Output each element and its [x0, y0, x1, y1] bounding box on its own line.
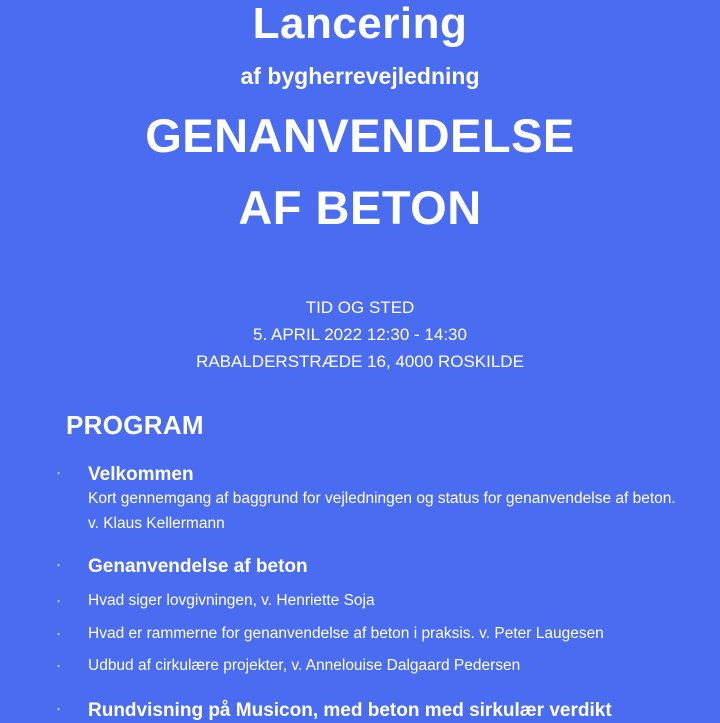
program-item-line: Kort gennemgang af baggrund for vejledningen og status for genanvendelse af beton. [88, 490, 676, 508]
bullet-icon: · [56, 463, 61, 481]
bullet-icon: · [56, 700, 61, 718]
program-item-title: Velkommen [88, 463, 194, 485]
poster-title-line2: af bygherrevejledning [240, 63, 480, 89]
event-address: RABALDERSTRÆDE 16, 4000 ROSKILDE [196, 352, 524, 372]
program-list [20, 463, 700, 723]
bullet-icon: · [56, 657, 61, 675]
bullet-icon: · [56, 556, 61, 574]
bullet-icon: · [56, 624, 61, 642]
program-item [20, 555, 700, 579]
program-item-title: Rundvisning på Musicon, med beton med sirkulær verdikt [88, 700, 612, 722]
program-item-title: Genanvendelse af beton [88, 556, 308, 578]
program-subitem [20, 623, 700, 645]
program-item [20, 463, 700, 536]
program-subitem-text: Udbud af cirkulære projekter, v. Annelouise Dalgaard Pedersen [88, 657, 521, 675]
time-place-label: TID OG STED [305, 297, 415, 317]
poster-title-line1: Lancering [252, 0, 468, 48]
title-block [20, 0, 700, 232]
program-heading: PROGRAM [66, 409, 204, 440]
bullet-icon: · [56, 591, 61, 609]
program-subitem-text: Hvad er rammerne for genanvendelse af beton i praksis. v. Peter Laugesen [88, 624, 604, 642]
poster-title-line4: AF BETON [238, 180, 482, 234]
event-datetime: 5. APRIL 2022 12:30 - 14:30 [253, 325, 467, 345]
poster-title-line3: GENANVENDELSE [145, 109, 575, 163]
spacer [20, 535, 700, 555]
program-subitem-text: Hvad siger lovgivningen, v. Henriette Soja [88, 591, 375, 609]
program-subitem [20, 590, 700, 612]
program-subitem [20, 655, 700, 677]
time-and-place-block [20, 294, 700, 376]
program-item [20, 699, 700, 723]
program-item-line: v. Klaus Kellermann [88, 514, 225, 532]
